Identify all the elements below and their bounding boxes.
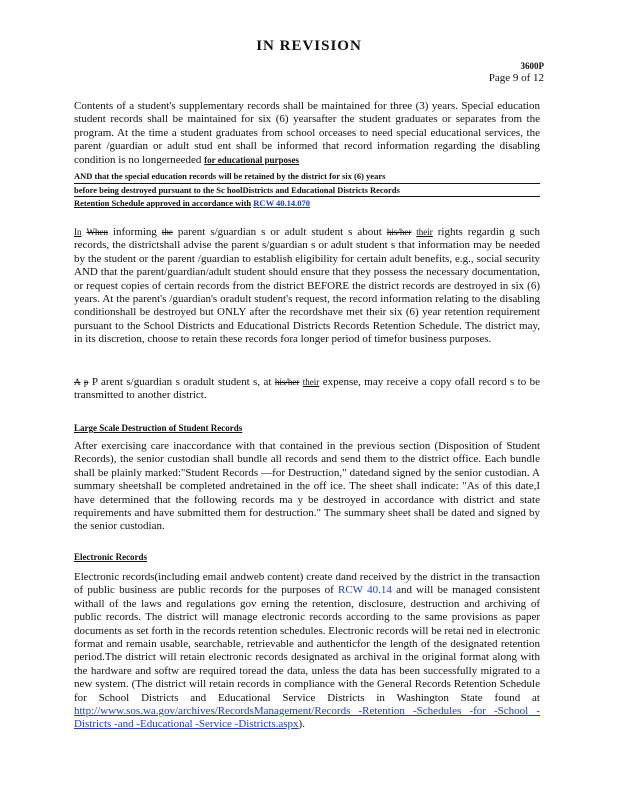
- paragraph-electronic: [74, 571, 540, 732]
- page-number: Page 9 of 12: [488, 72, 544, 84]
- paragraph-retention-text: Contents of a student's supplementary records shall be maintained for three (3) years. Special education student records shall be maintained for six (6) yearsafter the student graduates or separates from the program. At the time a student graduates from school orceases to need special educational services, the parent /guardian or adult stud ent shall be informed that record information regarding the disabling condition is no longerneeded: [74, 100, 540, 166]
- inserted-line-last: [74, 197, 540, 210]
- inserted-line: Retention Schedule approved in accordance with: [74, 198, 252, 208]
- sos-url-link[interactable]: http://www.sos.wa.gov/archives/RecordsManagement/Records -Retention -Schedules -for -School -Districts -and -Educational -Service -Districts.aspx: [74, 705, 540, 731]
- paragraph-copy: [74, 376, 540, 403]
- paragraph-destruction: After exercising care inaccordance with that contained in the previous section (Disposition of Student Records), the senior custodian shall bundle all records and send them to the district office. Each bundle shall be plainly marked:"Student Records —for Destruction," datedand signed by the senior custodian. A summary sheetshall be completed andretained in the off ice. The sheet shall indicate: "As of this date,I have determined that the following records ma y be destroyed in accordance with district and state requirements and have submitted them for destruction." The summary sheet shall be dated and signed by the senior custodian.: [74, 440, 540, 533]
- section-heading-destruction: Large Scale Destruction of Student Records: [74, 423, 243, 433]
- paragraph-retention: [74, 100, 540, 167]
- deleted-his-her: his/her: [386, 227, 412, 237]
- copy-text-1: P arent s/guardian s oradult student s, at: [91, 376, 272, 388]
- rcw-reference[interactable]: RCW 40.14: [338, 584, 392, 597]
- inserted-line: AND that the special education records will be retained by the district for six (6) years: [74, 170, 540, 184]
- electronic-text-2: and will be managed consistent withall of the laws and regulations gov erning the retention, disclosure, destruction and archiving of public records. The district will manage electronic records according to the same provisions as paper documents as set forth in the records retention schedules. Electronic records will be retai ned in electronic format and remain usable, searchable, retrievable and authenticfor the length of the designated retention period.The district will retain electronic records designated as archival in the original format along with the hardware and softw are required toread the data, unless the data has been successfully migrated to a new system. (The district will retain records in compliance with the General Records Retention Schedule for School Districts and Educational Service Districts in Washington State found at: [74, 584, 541, 704]
- deleted-the: the: [161, 227, 173, 237]
- deleted-his-her: his/her: [274, 377, 300, 387]
- informing-text-2: rights regardin g such records, the districtshall advise the parent s/guardian s or adult student s that information may be needed by the student or the parent /guardian to establish eligibility for certain adult benefits, e.g., social security AND that the parent/guardian/adult student should ensure that they possess the necessary documentation, or request copies of certain records from the district BEFORE the district records are destroyed in six (6) years. At the parent's /guardian's oradult student's request, the record information relating to the disabling conditionshall be destroyed but ONLY after the recordshave met their six (6) year retention requirement pursuant to the School Districts and Educational Districts Records Retention Schedule. The district may, in its discretion, choose to retain these records fora longer period of timefor business purposes.: [74, 226, 541, 346]
- electronic-text-1: Electronic records(including email andweb content) create dand received by the district in the transaction of public business are public records for the purposes of: [74, 571, 540, 597]
- rcw-link[interactable]: RCW 40.14.070: [253, 198, 311, 208]
- informing-text-1: parent s/guardian s or adult student s about: [177, 226, 382, 238]
- electronic-end: ).: [298, 718, 305, 731]
- inserted-block: [74, 170, 540, 210]
- paragraph-informing: [74, 226, 540, 347]
- page-title: IN REVISION: [256, 38, 362, 54]
- deleted-a: A: [74, 377, 81, 387]
- section-heading-electronic: Electronic Records: [74, 552, 148, 562]
- informing-word: informing: [112, 226, 157, 238]
- inserted-line: before being destroyed pursuant to the Sc hoolDistricts and Educational Districts Records: [74, 184, 540, 198]
- copy-text-2: expense, may receive a copy ofall record s to be transmitted to another district.: [74, 376, 541, 402]
- policy-code: 3600P: [520, 61, 544, 71]
- deleted-p: p: [83, 377, 89, 387]
- inserted-in: In: [74, 227, 82, 237]
- deleted-when: When: [86, 227, 108, 237]
- inserted-text: for educational purposes: [204, 154, 299, 165]
- inserted-their: their: [416, 227, 433, 237]
- inserted-their: their: [302, 377, 320, 387]
